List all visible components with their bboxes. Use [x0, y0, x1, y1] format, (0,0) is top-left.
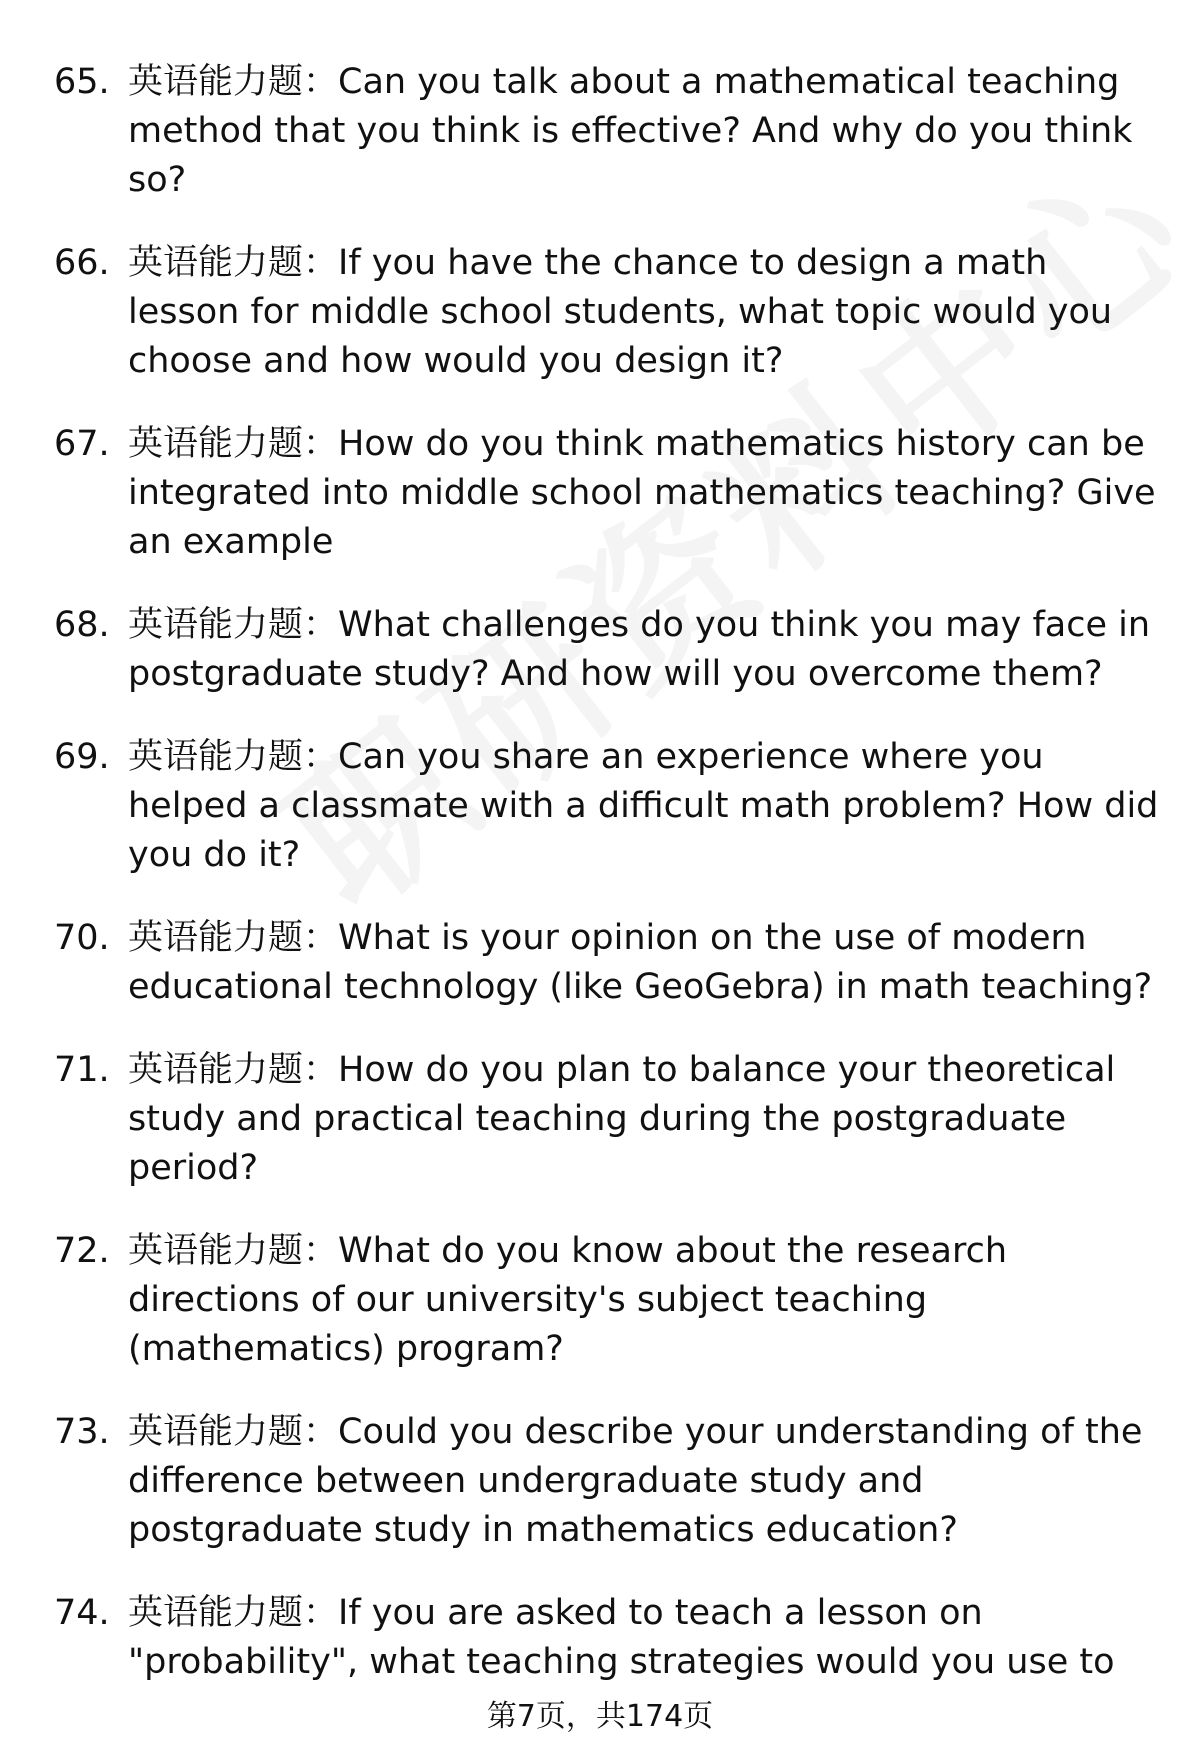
question-text: What challenges do you think you may face in postgraduate study? And how will you overcome them?	[128, 605, 1151, 694]
question-text: How do you think mathematics history can be integrated into middle school mathematics teaching? Give an example	[128, 424, 1156, 562]
question-item	[54, 1589, 1166, 1687]
question-item	[54, 420, 1166, 567]
question-number: 74.	[54, 1593, 110, 1633]
question-number: 66.	[54, 243, 110, 283]
question-item	[54, 1227, 1166, 1374]
question-type: 英语能力题：	[128, 243, 339, 283]
question-type: 英语能力题：	[128, 62, 339, 102]
question-type: 英语能力题：	[128, 424, 339, 464]
question-type: 英语能力题：	[128, 605, 339, 645]
question-number: 69.	[54, 737, 110, 777]
question-number: 68.	[54, 605, 110, 645]
question-type: 英语能力题：	[128, 918, 339, 958]
question-text: Can you talk about a mathematical teaching method that you think is effective? And why do you think so?	[128, 62, 1133, 200]
question-item	[54, 1046, 1166, 1193]
question-text: What is your opinion on the use of modern educational technology (like GeoGebra) in math teaching?	[128, 918, 1153, 1007]
question-item	[54, 601, 1166, 699]
question-type: 英语能力题：	[128, 1231, 339, 1271]
question-list	[54, 58, 1166, 1721]
question-item	[54, 239, 1166, 386]
question-number: 67.	[54, 424, 110, 464]
question-number: 72.	[54, 1231, 110, 1271]
question-number: 71.	[54, 1050, 110, 1090]
question-type: 英语能力题：	[128, 1593, 339, 1633]
question-type: 英语能力题：	[128, 1412, 339, 1452]
question-item	[54, 914, 1166, 1012]
question-item	[54, 1408, 1166, 1555]
question-text: What do you know about the research directions of our university's subject teaching (mathematics) program?	[128, 1231, 1007, 1369]
question-type: 英语能力题：	[128, 737, 339, 777]
page-footer: 第7页，共174页	[486, 1699, 714, 1734]
question-text: Could you describe your understanding of the difference between undergraduate study and postgraduate study in mathematics education?	[128, 1412, 1143, 1550]
question-number: 65.	[54, 62, 110, 102]
question-text: If you have the chance to design a math lesson for middle school students, what topic would you choose and how would you design it?	[128, 243, 1113, 381]
question-item	[54, 58, 1166, 205]
question-item	[54, 733, 1166, 880]
question-text: If you are asked to teach a lesson on "probability", what teaching strategies would you use to	[128, 1593, 1115, 1682]
question-number: 70.	[54, 918, 110, 958]
question-type: 英语能力题：	[128, 1050, 339, 1090]
question-text: How do you plan to balance your theoretical study and practical teaching during the postgraduate period?	[128, 1050, 1116, 1188]
question-text: Can you share an experience where you helped a classmate with a difficult math problem? How did you do it?	[128, 737, 1159, 875]
question-number: 73.	[54, 1412, 110, 1452]
